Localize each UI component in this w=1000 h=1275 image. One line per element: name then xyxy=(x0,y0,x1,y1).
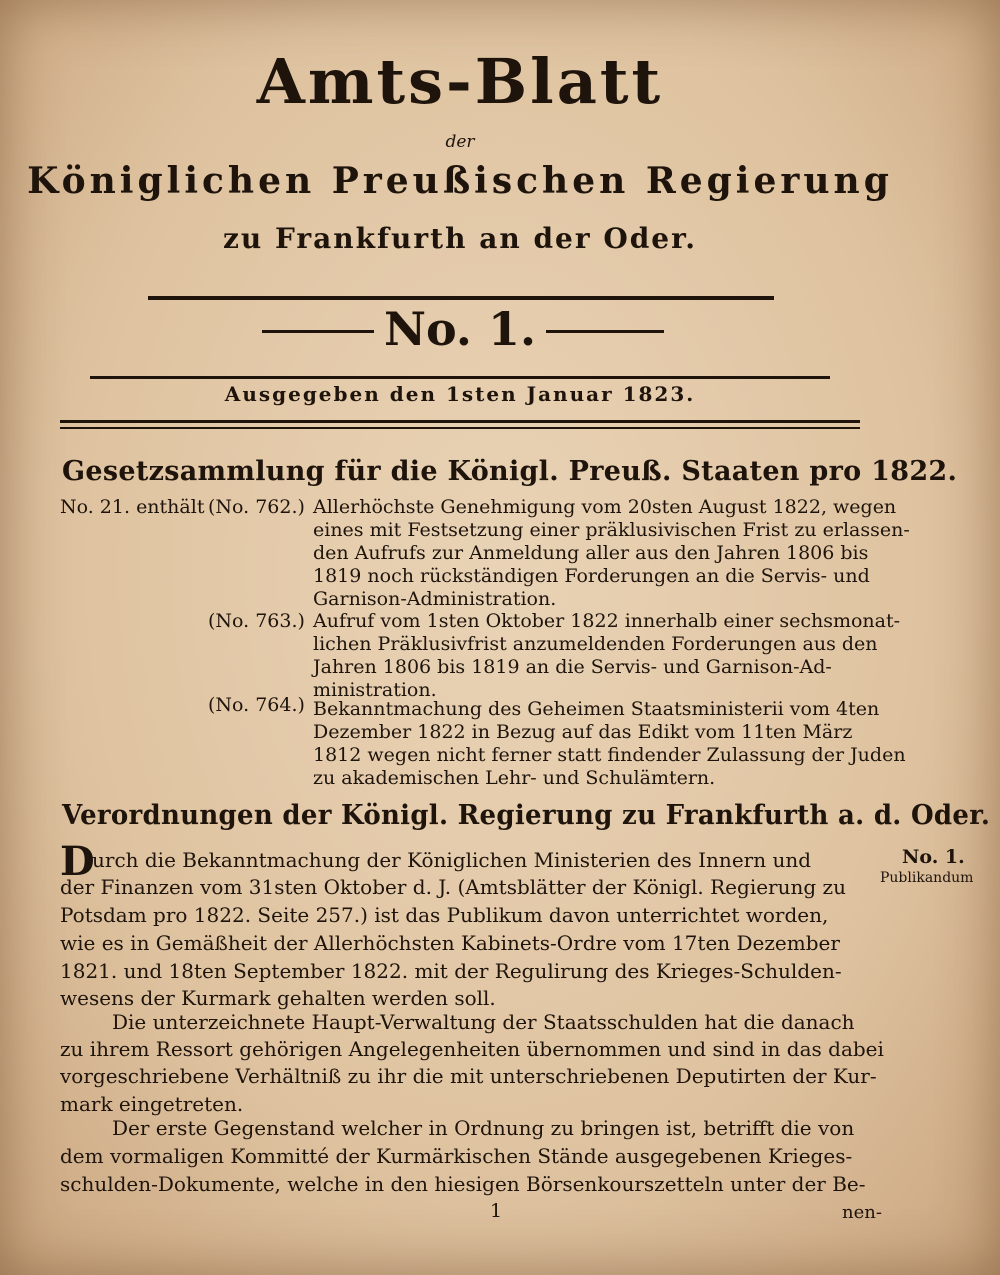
entry-line: 1819 noch rückständigen Forderungen an die Servis- und xyxy=(313,565,870,587)
entry-line: Bekanntmachung des Geheimen Staatsministerii vom 4ten xyxy=(313,698,880,720)
body-line: dem vormaligen Kommitté der Kurmärkischen Stände ausgegebenen Krieges- xyxy=(60,1144,853,1168)
divider-rule xyxy=(90,376,830,379)
body-line: mark eingetreten. xyxy=(60,1092,244,1116)
divider-rule xyxy=(60,427,860,429)
body-line: urch die Bekanntmachung der Königlichen Ministerien des Innern und xyxy=(92,848,812,872)
entry-line: Jahren 1806 bis 1819 an die Servis- und Garnison-Ad- xyxy=(313,656,832,678)
section-heading-verordnungen: Verordnungen der Königl. Regierung zu Frankfurth a. d. Oder. xyxy=(62,800,991,831)
masthead-der: der xyxy=(445,132,475,152)
entry-line: eines mit Festsetzung einer präklusivischen Frist zu erlassen- xyxy=(313,519,910,541)
body-line: vorgeschriebene Verhältniß zu ihr die mit unterschriebenen Deputirten der Kur- xyxy=(60,1064,877,1088)
margin-note-label: Publikandum xyxy=(880,870,974,886)
entry-line: den Aufrufs zur Anmeldung aller aus den Jahren 1806 bis xyxy=(313,542,869,564)
entry-ref: (No. 763.) xyxy=(208,610,305,632)
masthead-government: Königlichen Preußischen Regierung xyxy=(27,160,893,202)
divider-rule xyxy=(546,330,664,333)
drop-cap: D xyxy=(60,838,95,885)
divider-rule xyxy=(60,420,860,423)
margin-note-number: No. 1. xyxy=(902,846,965,868)
entry-ref: (No. 764.) xyxy=(208,694,305,716)
collection-number: No. 21. enthält xyxy=(60,496,205,518)
body-line: 1821. und 18ten September 1822. mit der Regulirung des Krieges-Schulden- xyxy=(60,959,842,983)
body-line: wie es in Gemäßheit der Allerhöchsten Kabinets-Ordre vom 17ten Dezember xyxy=(60,931,840,955)
catchword: nen- xyxy=(842,1202,882,1223)
body-line: Potsdam pro 1822. Seite 257.) ist das Publikum davon unterrichtet worden, xyxy=(60,903,829,927)
entry-line: Garnison-Administration. xyxy=(313,588,557,610)
body-line: wesens der Kurmark gehalten werden soll. xyxy=(60,986,496,1010)
body-line: Die unterzeichnete Haupt-Verwaltung der Staatsschulden hat die danach xyxy=(112,1010,855,1034)
divider-rule xyxy=(148,296,774,300)
masthead-title: Amts-Blatt xyxy=(256,45,664,118)
entry-line: lichen Präklusivfrist anzumeldenden Forderungen aus den xyxy=(313,633,878,655)
entry-line: 1812 wegen nicht ferner statt findender Zulassung der Juden xyxy=(313,744,906,766)
issue-date: Ausgegeben den 1sten Januar 1823. xyxy=(224,382,696,406)
page-number: 1 xyxy=(490,1200,503,1222)
entry-line: Allerhöchste Genehmigung vom 20sten August 1822, wegen xyxy=(313,496,897,518)
issue-number: No. 1. xyxy=(384,302,536,356)
masthead-place: zu Frankfurth an der Oder. xyxy=(222,222,698,255)
body-line: zu ihrem Ressort gehörigen Angelegenheiten übernommen und sind in das dabei xyxy=(60,1037,884,1061)
entry-line: Aufruf vom 1sten Oktober 1822 innerhalb einer sechsmonat- xyxy=(313,610,901,632)
entry-ref: (No. 762.) xyxy=(208,496,305,518)
entry-line: ministration. xyxy=(313,679,437,701)
body-line: schulden-Dokumente, welche in den hiesigen Börsenkourszetteln unter der Be- xyxy=(60,1172,866,1196)
body-line: Der erste Gegenstand welcher in Ordnung zu bringen ist, betrifft die von xyxy=(112,1116,855,1140)
entry-line: Dezember 1822 in Bezug auf das Edikt vom 11ten März xyxy=(313,721,853,743)
section-heading-gesetzsammlung: Gesetzsammlung für die Königl. Preuß. Staaten pro 1822. xyxy=(62,456,958,487)
entry-line: zu akademischen Lehr- und Schulämtern. xyxy=(313,767,716,789)
body-line: der Finanzen vom 31sten Oktober d. J. (Amtsblätter der Königl. Regierung zu xyxy=(60,875,846,899)
